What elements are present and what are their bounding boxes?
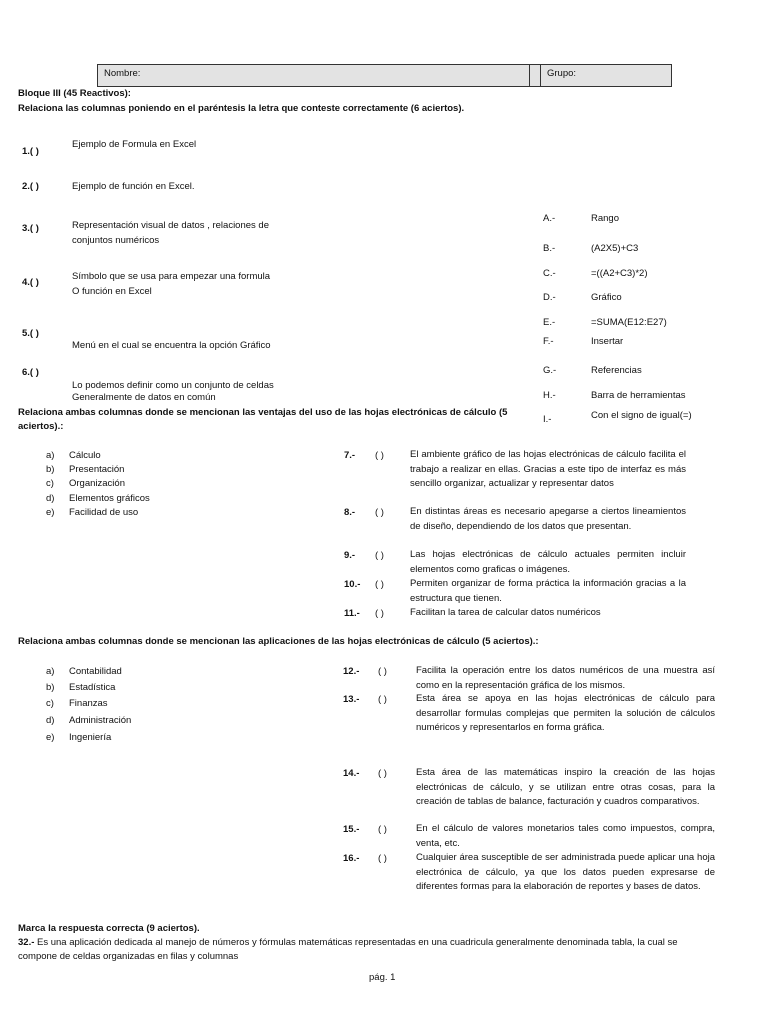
option-letter: D.- [543, 292, 556, 303]
header-separator [529, 65, 541, 86]
header-box [97, 64, 672, 87]
option-letter: b) [46, 464, 55, 475]
option-letter: H.- [543, 390, 556, 401]
option-text: =((A2+C3)*2) [591, 268, 648, 279]
option-letter: c) [46, 698, 54, 709]
item-number: 15.- [343, 824, 360, 835]
option-text: =SUMA(E12:E27) [591, 317, 667, 328]
option-text: (A2X5)+C3 [591, 243, 639, 254]
question-text: Menú en el cual se encuentra la opción Gráfico [72, 340, 271, 351]
option-text: Elementos gráficos [69, 493, 150, 504]
option-text: Barra de herramientas [591, 390, 686, 401]
item-number: 8.- [344, 507, 356, 518]
option-text: Cálculo [69, 450, 101, 461]
answer-blank: ( ) [378, 694, 387, 705]
item-number: 13.- [343, 694, 360, 705]
question-number: 6.( ) [22, 367, 39, 378]
question-number: 3.( ) [22, 223, 39, 234]
answer-blank: ( ) [378, 853, 387, 864]
item-text: Permiten organizar de forma práctica la información gracias a la estructura que tienen. [410, 578, 686, 604]
item-text: El ambiente gráfico de las hojas electrónicas de cálculo facilita el trabajo a realizar en ellas. Gracias a este tipo de interfaz es más sencillo organizar, actualizar y representar datos [410, 449, 686, 489]
item-text: Facilitan la tarea de calcular datos numéricos [410, 607, 601, 618]
question-text: Símbolo que se usa para empezar una formula [72, 271, 271, 282]
answer-blank: ( ) [378, 666, 387, 677]
question-text: Generalmente de datos en común [72, 392, 216, 403]
question-text: Ejemplo de Formula en Excel [72, 139, 197, 150]
option-text: Rango [591, 213, 619, 224]
question-number: 1.( ) [22, 146, 39, 157]
item-number: 16.- [343, 853, 360, 864]
option-text: Estadística [69, 682, 116, 693]
nombre-field-label: Nombre: [104, 68, 141, 79]
answer-blank: ( ) [375, 507, 384, 518]
option-letter: c) [46, 478, 54, 489]
option-letter: b) [46, 682, 55, 693]
option-letter: I.- [543, 414, 552, 425]
section3-title: Relaciona ambas columnas donde se mencionan las aplicaciones de las hojas electrónicas de cálculo (5 aciertos).: [18, 636, 539, 647]
option-text: Presentación [69, 464, 125, 475]
item-number: 14.- [343, 768, 360, 779]
item-number: 11.- [344, 608, 360, 619]
item-number: 7.- [344, 450, 356, 461]
item-text: Facilita la operación entre los datos numéricos de una muestra así como en la representación gráfica de los mismos. [416, 665, 715, 691]
option-letter: e) [46, 732, 55, 743]
option-text: Finanzas [69, 698, 108, 709]
option-text: Facilidad de uso [69, 507, 139, 518]
question-text: O función en Excel [72, 286, 152, 297]
bloque-instruction: Relaciona las columnas poniendo en el paréntesis la letra que conteste correctamente (6 aciertos). [18, 103, 465, 114]
option-text: Con el signo de igual(=) [591, 410, 692, 421]
option-letter: d) [46, 493, 55, 504]
answer-blank: ( ) [375, 608, 384, 619]
option-text: Insertar [591, 336, 624, 347]
option-text: Ingeniería [69, 732, 112, 743]
grupo-field-label: Grupo: [547, 68, 577, 79]
option-letter: G.- [543, 365, 557, 376]
option-letter: d) [46, 715, 55, 726]
question-number: 2.( ) [22, 181, 39, 192]
item-text: Cualquier área susceptible de ser administrada puede aplicar una hoja electrónica de cálculo, ya que los datos pueden expresarse de diferentes formas para la elaboración de reportes y bases de datos. [416, 852, 715, 892]
question-number: 5.( ) [22, 328, 39, 339]
item-text: En el cálculo de valores monetarios tales como impuestos, compra, venta, etc. [416, 823, 715, 849]
option-text: Administración [69, 715, 132, 726]
option-letter: a) [46, 450, 55, 461]
option-letter: C.- [543, 268, 556, 279]
question-text: conjuntos numéricos [72, 235, 160, 246]
answer-blank: ( ) [378, 824, 387, 835]
item-text: En distintas áreas es necesario apegarse a ciertos lineamientos de diseño, dependiendo de los datos que presentan. [410, 506, 686, 532]
option-text: Referencias [591, 365, 642, 376]
question-text: Representación visual de datos , relaciones de [72, 220, 269, 231]
question-32-line2: compone de celdas organizadas en filas y columnas [18, 951, 239, 962]
item-text: Las hojas electrónicas de cálculo actuales permiten incluir elementos como graficas o imágenes. [410, 549, 686, 575]
item-text: Esta área de las matemáticas inspiro la creación de las hojas electrónicas de cálculo, y se utilizan entre otras cosas, para la creación de tablas de balance, facturación y cuadros comparativos. [416, 767, 715, 807]
item-number: 10.- [344, 579, 361, 590]
option-letter: A.- [543, 213, 556, 224]
question-number: 4.( ) [22, 277, 39, 288]
item-number: 9.- [344, 550, 356, 561]
item-text: Esta área se apoya en las hojas electrónicas de cálculo para desarrollar formulas complejas que permiten la solución de cálculos numéricos y representarlos en forma gráfica. [416, 693, 715, 733]
question-text: Lo podemos definir como un conjunto de celdas [72, 380, 274, 391]
bloque-title: Bloque III (45 Reactivos): [18, 88, 131, 99]
question-32-number: 32.- [18, 937, 35, 948]
question-32-text: Es una aplicación dedicada al manejo de números y fórmulas matemáticas representadas en una cuadricula generalmente denominada tabla, la cual se [34, 937, 678, 948]
option-letter: B.- [543, 243, 556, 254]
answer-blank: ( ) [378, 768, 387, 779]
option-text: Gráfico [591, 292, 622, 303]
answer-blank: ( ) [375, 450, 384, 461]
option-letter: e) [46, 507, 55, 518]
item-number: 12.- [343, 666, 360, 677]
option-text: Contabilidad [69, 666, 122, 677]
option-letter: E.- [543, 317, 556, 328]
answer-blank: ( ) [375, 579, 384, 590]
option-text: Organización [69, 478, 125, 489]
answer-blank: ( ) [375, 550, 384, 561]
section2-title: Relaciona ambas columnas donde se mencionan las ventajas del uso de las hojas electrónicas de cálculo (5 [18, 407, 508, 418]
question-32-line1 [18, 937, 678, 948]
section2-title-cont: aciertos).: [18, 421, 64, 432]
option-letter: F.- [543, 336, 554, 347]
question-text: Ejemplo de función en Excel. [72, 181, 195, 192]
page-number: pág. 1 [369, 972, 396, 983]
option-letter: a) [46, 666, 55, 677]
section4-title: Marca la respuesta correcta (9 aciertos). [18, 923, 200, 934]
